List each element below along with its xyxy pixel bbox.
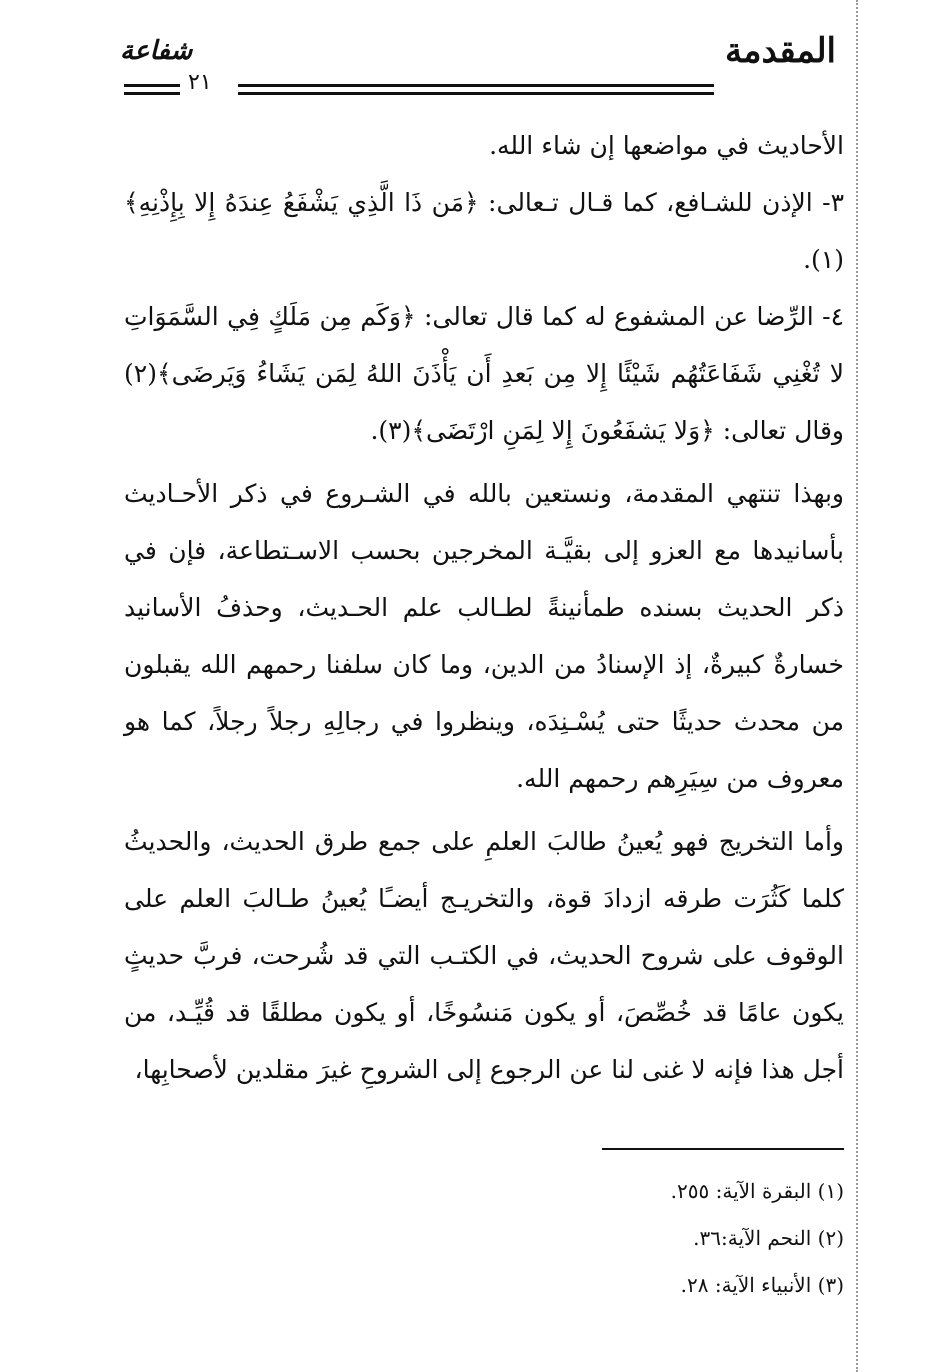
paragraph-item-3: ٣- الإذن للشـافع، كما قـال تـعالى: ﴿مَن ذَا الَّذِي يَشْفَعُ عِندَهُ إِلا بِإِذْنِهِ﴾(١). [124, 188, 844, 274]
running-book-title: شفاعة [120, 36, 193, 66]
footnotes [344, 1168, 844, 1309]
footnote-1: (١) البقرة الآية: ٢٥٥. [670, 1179, 844, 1203]
body-text [124, 117, 844, 1098]
page-edge-border [856, 0, 858, 1372]
header-rule-left-bottom [124, 92, 180, 95]
header-rule-main-top [238, 84, 714, 87]
footnote-2: (٢) النحم الآية:٣٦. [693, 1226, 844, 1250]
paragraph-conclusion: وبهذا تنتهي المقدمة، ونستعين بالله في الشـروع في ذكر الأحـاديث بأسانيدها مع العزو إلى بقيَّـة المخرجين بحسب الاسـتطاعة، فإن في ذكر الحديث بسنده طمأنينةً لطـالب علم الحـديث، وحذفُ الأسانيد خسارةٌ كبيرةٌ، إذ الإسنادُ من الدين، وما كان سلفنا رحمهم الله يقبلون من محدث حديثًا حتى يُسْـنِدَه، وينظروا في رجالِهِ رجلاً رجلاً، كما هو معروف من سِيَرِهم رحمهم الله. [124, 479, 844, 793]
header-rule-left-top [124, 84, 180, 87]
paragraph-item-4: ٤- الرِّضا عن المشفوع له كما قال تعالى: ﴿وَكَم مِن مَلَكٍ فِي السَّمَوَاتِ لا تُغْنِي شَفَاعَتُهُم شَيْئًا إِلا مِن بَعدِ أَن يَأْذَنَ اللهُ لِمَن يَشَاءُ وَيَرضَى﴾(٢) وقال تعالى: ﴿وَلا يَشفَعُونَ إِلا لِمَنِ ارْتَضَى﴾(٣). [124, 302, 844, 445]
page-number: ٢١ [188, 70, 212, 95]
footnote-separator [602, 1148, 844, 1150]
section-title: المقدمة [725, 31, 836, 71]
footnote-3: (٣) الأنبياء الآية: ٢٨. [680, 1273, 844, 1297]
paragraph-continuation: الأحاديث في مواضعها إن شاء الله. [489, 131, 844, 160]
paragraph-takhrij: وأما التخريج فهو يُعينُ طالبَ العلمِ على جمع طرق الحديث، والحديثُ كلما كَثُرَت طرقه ازدادَ قوة، والتخريـج أيضـًا يُعينُ طـالبَ العلم على الوقوف على شروح الحديث، في الكتـب التي قد شُرحت، فربَّ حديثٍ يكون عامًا قد خُصِّصَ، أو يكون مَنسُوخًا، أو يكون مطلقًا قد قُيِّـد، من أجل هذا فإنه لا غنى لنا عن الرجوع إلى الشروحِ غيرَ مقلدين لأصحابِها، [124, 827, 844, 1084]
header-rule-main-bottom [238, 92, 714, 95]
